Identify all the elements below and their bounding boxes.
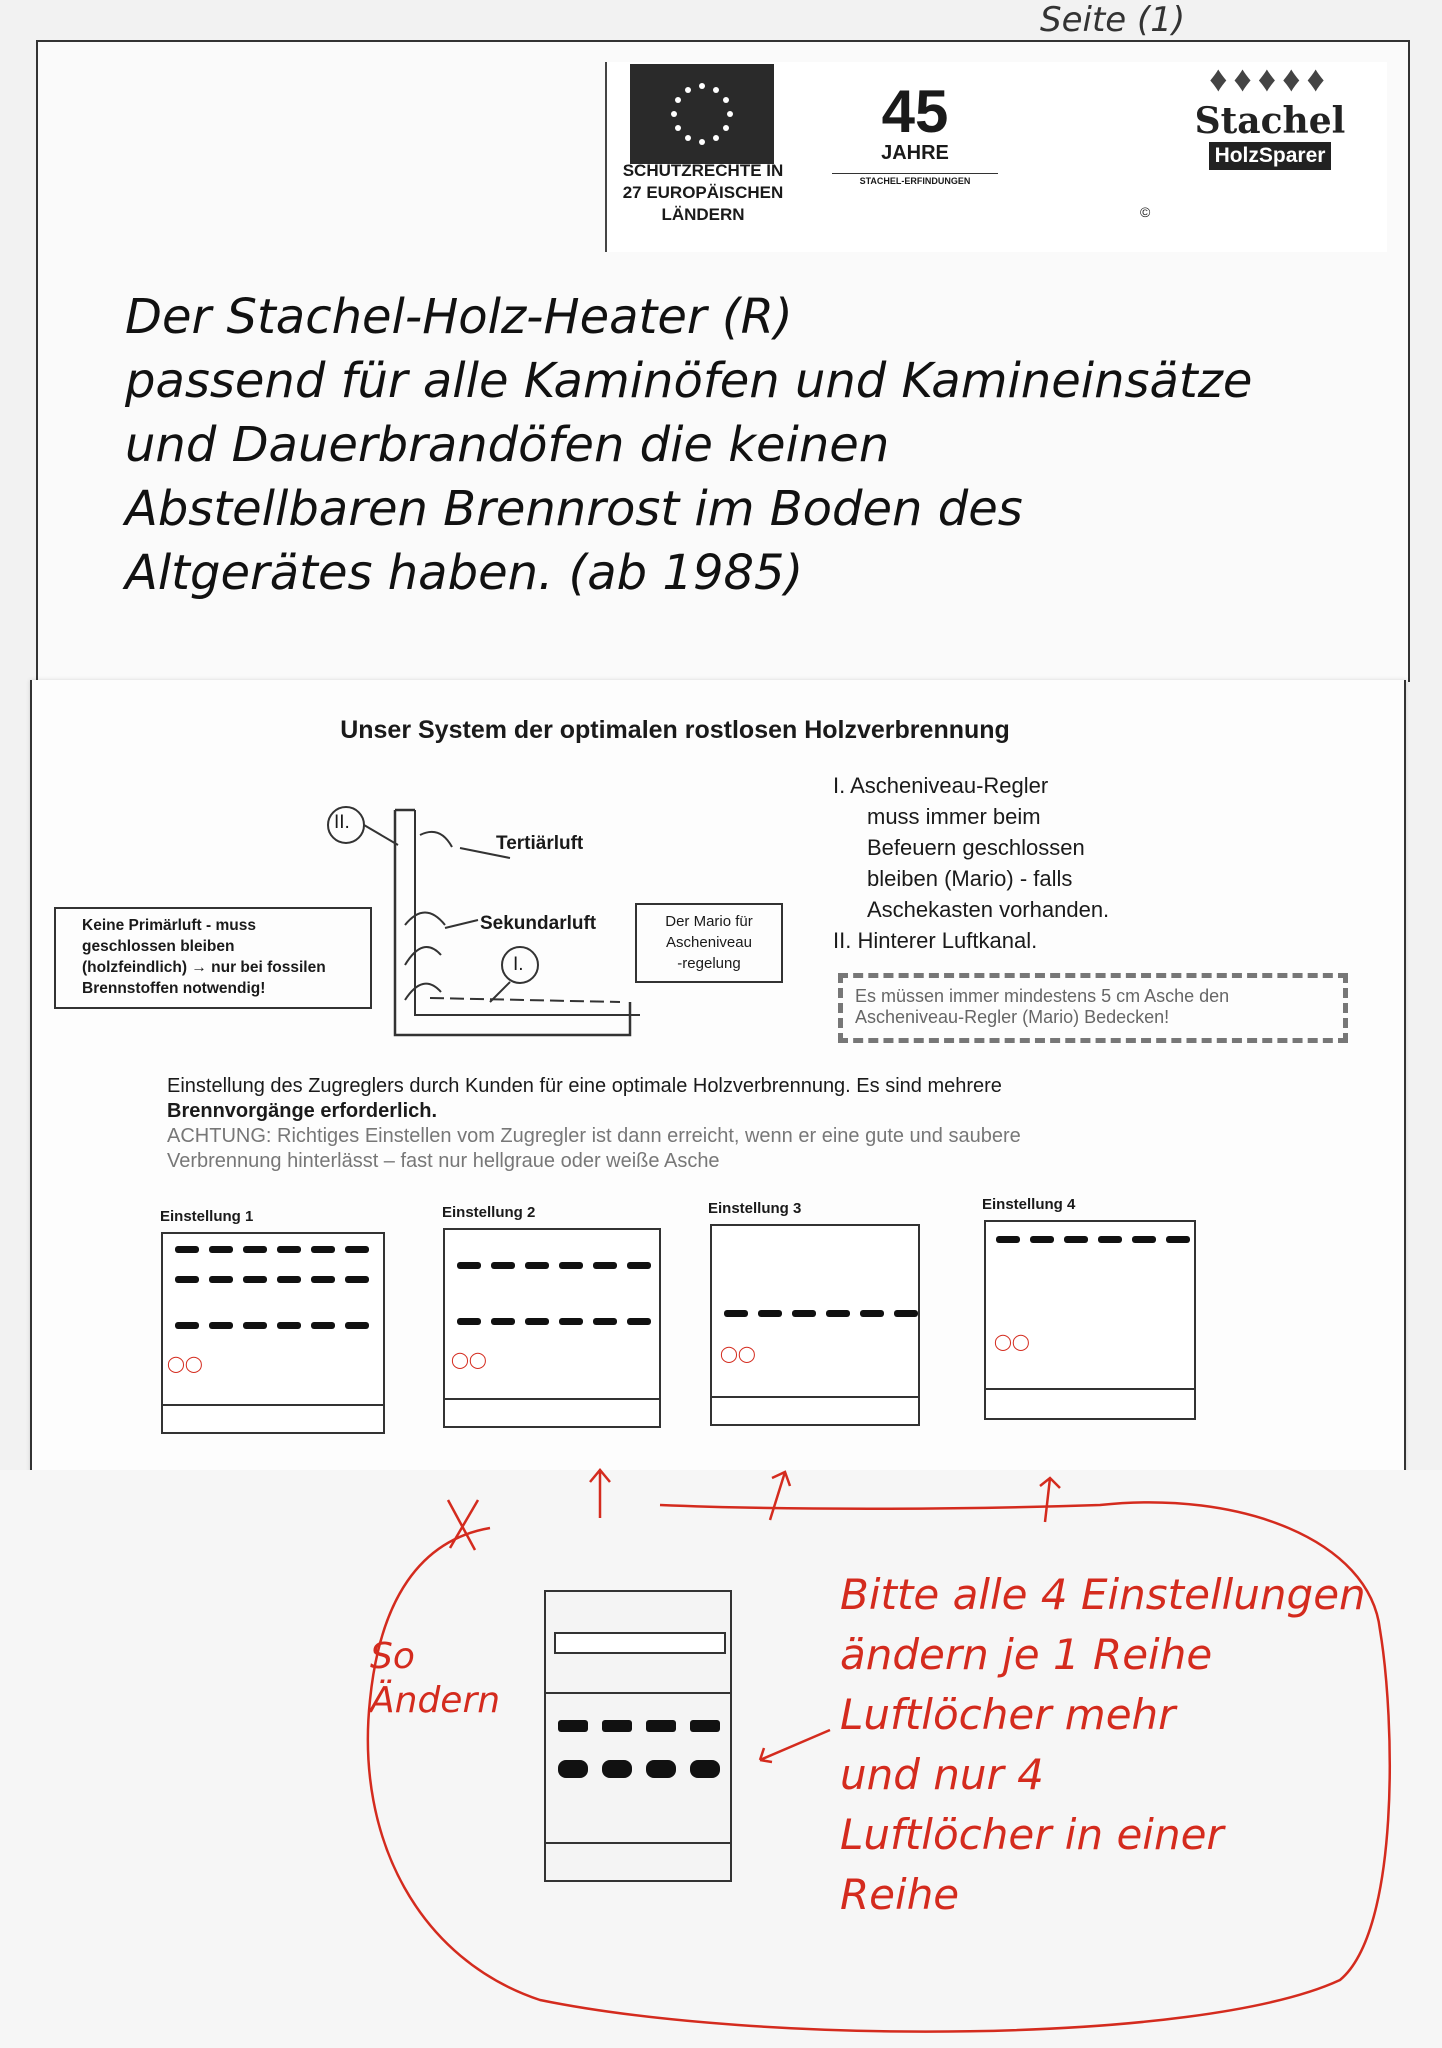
label-sekundarluft: Sekundarluft	[480, 913, 597, 934]
legend-list: I. Ascheniveau-Regler muss immer beim Befeuern geschlossen bleiben (Mario) - falls Aschekasten vorhanden. II. Hinterer Luftkanal.	[833, 773, 1110, 953]
red-instruction-note: Bitte alle 4 Einstellungen ändern je 1 Reihe Luftlöcher mehr und nur 4 Luftlöcher in einer Reihe	[840, 1570, 1366, 1919]
system-title: Unser System der optimalen rostlosen Holzverbrennung	[340, 716, 1010, 744]
note-mario: Der Mario für Ascheniveau -regelung	[635, 903, 783, 983]
setting-label-2: Einstellung 2	[442, 1204, 536, 1221]
marker-i: I.	[513, 954, 524, 975]
ash-warning-box: Es müssen immer mindestens 5 cm Asche den Ascheniveau-Regler (Mario) Bedecken!	[838, 973, 1348, 1043]
setting-label-1: Einstellung 1	[160, 1208, 254, 1225]
setting-stove-4: ◯◯	[984, 1220, 1196, 1420]
setting-label-3: Einstellung 3	[708, 1200, 802, 1217]
page-marker: Seite (1)	[1040, 0, 1186, 40]
anniversary-badge: 45 JAHRE STACHEL-ERFINDUNGEN	[832, 82, 998, 202]
copyright-mark: ©	[1140, 204, 1151, 220]
proposed-setting-stove	[544, 1590, 732, 1882]
stachel-logo: ♦♦♦♦♦ Stachel HolzSparer	[1180, 58, 1360, 228]
setting-stove-1: ◯◯	[161, 1232, 385, 1434]
label-tertiaerluft: Tertiärluft	[496, 833, 584, 854]
note-no-primary-air: Keine Primärluft - muss geschlossen bleiben (holzfeindlich) → nur bei fossilen Brennstoffen notwendig!	[54, 907, 372, 1009]
handwritten-title: Der Stachel-Holz-Heater (R) passend für alle Kaminöfen und Kamineinsätze und Dauerbrandöfen die keinen Abstellbaren Brennrost im Boden des Altgerätes haben. (ab 1985)	[125, 289, 1253, 601]
instructions: Einstellung des Zugreglers durch Kunden für eine optimale Holzverbrennung. Es sind mehrere Brennvorgänge erforderlich. ACHTUNG: Richtiges Einstellen vom Zugregler ist dann erreicht, wenn er eine gute und saubere Verbrennung hinterlässt – fast nur hellgraue oder weiße Asche	[167, 1075, 1021, 1172]
flame-icon: ♦♦♦♦♦	[1209, 58, 1331, 99]
eu-flag-icon	[630, 64, 774, 164]
marker-ii: II.	[334, 812, 350, 833]
so-aendern-note: So Ändern	[370, 1636, 501, 1721]
setting-label-4: Einstellung 4	[982, 1196, 1076, 1213]
setting-stove-3: ◯◯	[710, 1224, 920, 1426]
setting-stove-2: ◯◯	[443, 1228, 661, 1428]
eu-protection-text: SCHUTZRECHTE IN 27 EUROPÄISCHEN LÄNDERN	[622, 161, 784, 224]
